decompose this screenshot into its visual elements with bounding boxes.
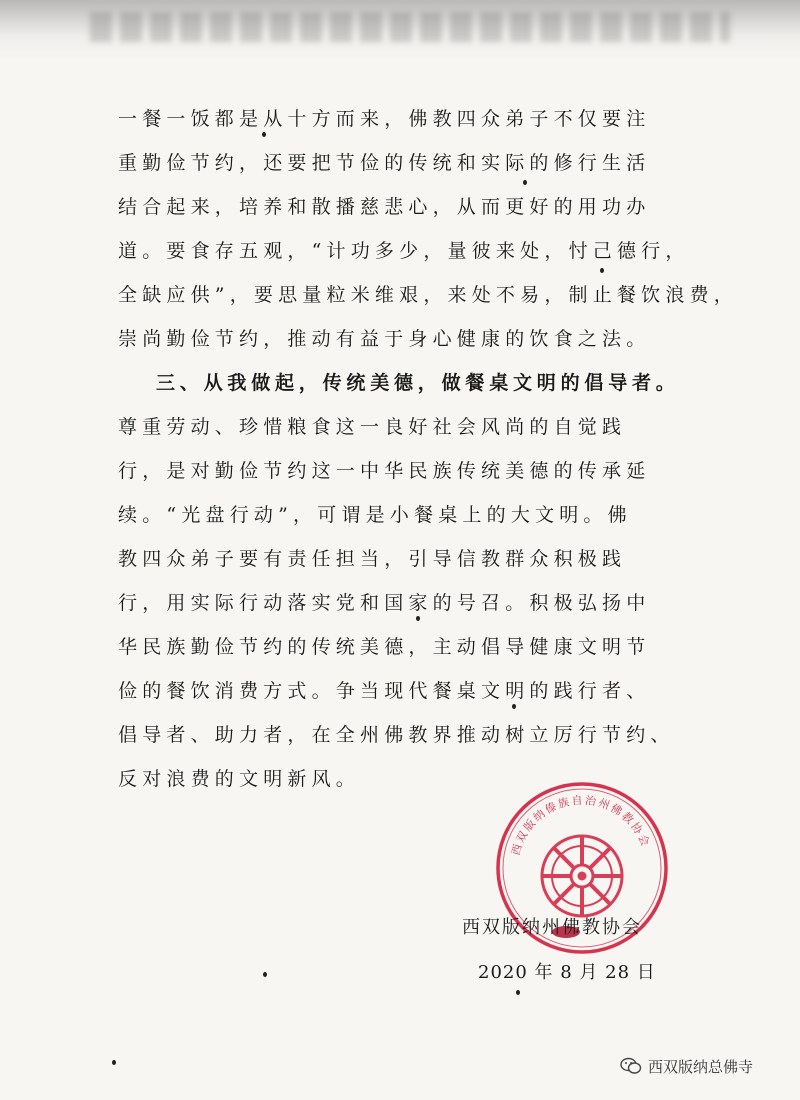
- scan-speck: [263, 972, 267, 977]
- body-line: 尊重劳动、珍惜粮食这一良好社会风尚的自觉践: [118, 416, 627, 438]
- body-line: 华民族勤俭节约的传统美德，主动倡导健康文明节: [118, 636, 651, 658]
- wechat-icon: [620, 1057, 642, 1075]
- body-line: 倡导者、助力者，在全州佛教界推动树立厉行节约、: [118, 724, 675, 746]
- body-line: 崇尚勤俭节约，推动有益于身心健康的饮食之法。: [118, 328, 651, 350]
- watermark-text: 西双版纳总佛寺: [648, 1057, 754, 1076]
- section-heading: 三、从我做起，传统美德，做餐桌文明的倡导者。: [156, 372, 680, 394]
- scan-speck: [262, 132, 266, 137]
- scan-speck: [416, 616, 420, 621]
- body-line: 续。“光盘行动”，可谓是小餐桌上的大文明。佛: [118, 504, 632, 526]
- document-body: [118, 97, 738, 801]
- scan-top-shadow: [0, 0, 800, 60]
- body-line: 重勤俭节约，还要把节俭的传统和实际的修行生活: [118, 152, 651, 174]
- body-line: 行，是对勤俭节约这一中华民族传统美德的传承延: [118, 460, 651, 482]
- scan-speck: [112, 1060, 116, 1065]
- body-line: 结合起来，培养和散播慈悲心，从而更好的用功办: [118, 196, 651, 218]
- scan-speck: [600, 268, 604, 273]
- scan-speck: [523, 180, 527, 185]
- body-line: 一餐一饭都是从十方而来，佛教四众弟子不仅要注: [118, 108, 651, 130]
- body-line: 俭的餐饮消费方式。争当现代餐桌文明的践行者、: [118, 680, 651, 702]
- body-line: 反对浪费的文明新风。: [118, 768, 361, 790]
- scan-bleed-through-text: [90, 12, 730, 42]
- body-line: 全缺应供”，要思量粒米维艰，来处不易，制止餐饮浪费，: [118, 284, 738, 306]
- body-line: 行，用实际行动落实党和国家的号召。积极弘扬中: [118, 592, 651, 614]
- body-line: 道。要食存五观，“计功多少，量彼来处，忖己德行，: [118, 240, 690, 262]
- scan-speck: [516, 990, 520, 995]
- wechat-watermark: [620, 1054, 753, 1078]
- signature-organization: 西双版纳州佛教协会: [462, 917, 642, 938]
- signature-date: 2020 年 8 月 28 日: [478, 962, 656, 983]
- seal-label: 西双版纳傣族自治州佛教协会: [509, 793, 653, 857]
- scan-speck: [512, 704, 516, 709]
- body-line: 教四众弟子要有责任担当，引导信教群众积极践: [118, 548, 627, 570]
